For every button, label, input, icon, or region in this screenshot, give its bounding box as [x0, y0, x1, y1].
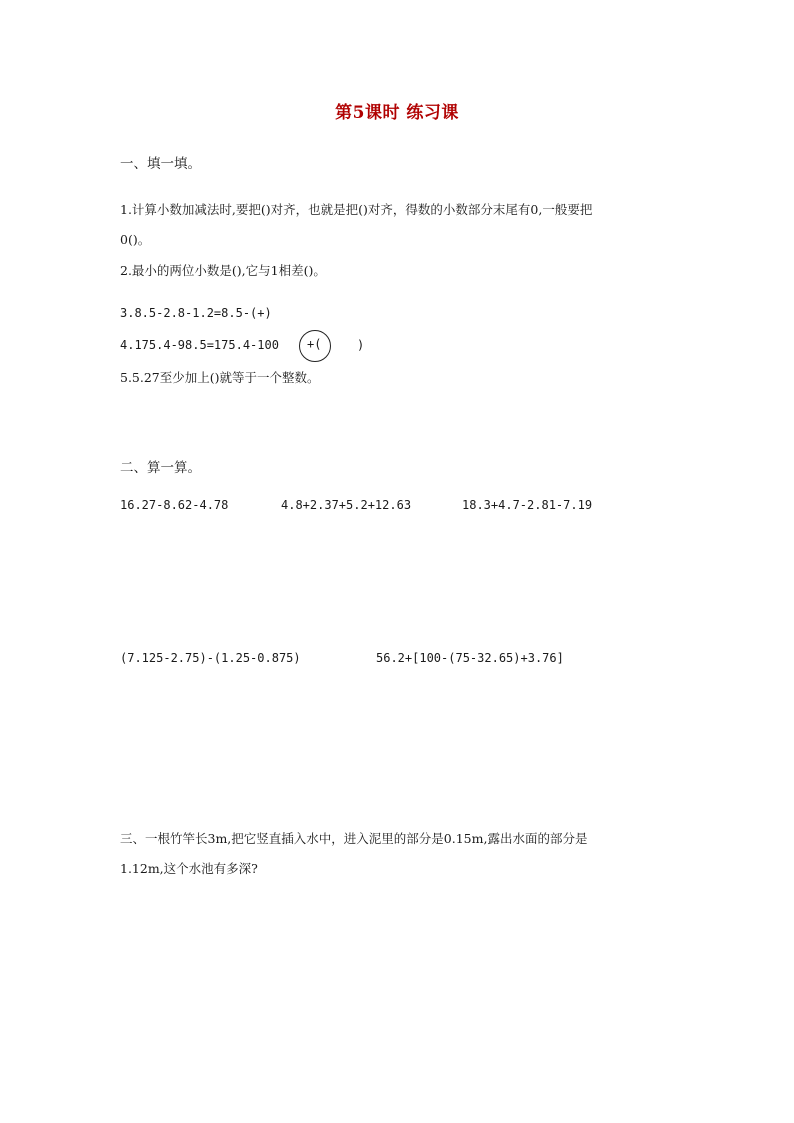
question-4-right: ): [357, 338, 365, 352]
question-1-line-2: 0()。: [120, 232, 151, 247]
section-2-heading: 二、算一算。: [120, 460, 201, 476]
calc-expression: 4.8+2.37+5.2+12.63: [281, 498, 412, 512]
question-5: 5.5.27至少加上()就等于一个整数。: [120, 370, 320, 385]
question-2: 2.最小的两位小数是(),它与1相差()。: [120, 263, 326, 278]
question-4-left: 4.175.4-98.5=175.4-100: [120, 338, 279, 352]
word-problem-line-2: 1.12m,这个水池有多深?: [120, 861, 258, 876]
question-1-line-1: 1.计算小数加减法时,要把()对齐，也就是把()对齐，得数的小数部分末尾有0,一般要把: [120, 202, 593, 217]
section-1-heading: 一、填一填。: [120, 156, 201, 172]
question-3: 3.8.5-2.8-1.2=8.5-(+): [120, 306, 272, 320]
question-4-circle-text: +(: [307, 337, 322, 351]
calc-expression: (7.125-2.75)-(1.25-0.875): [120, 651, 301, 665]
page-title: 第5课时 练习课: [335, 103, 459, 123]
calc-expression: 56.2+[100-(75-32.65)+3.76]: [376, 651, 564, 665]
calc-expression: 18.3+4.7-2.81-7.19: [462, 498, 593, 512]
calc-expression: 16.27-8.62-4.78: [120, 498, 229, 512]
word-problem-line-1: 三、一根竹竿长3m,把它竖直插入水中，进入泥里的部分是0.15m,露出水面的部分是: [120, 831, 588, 846]
